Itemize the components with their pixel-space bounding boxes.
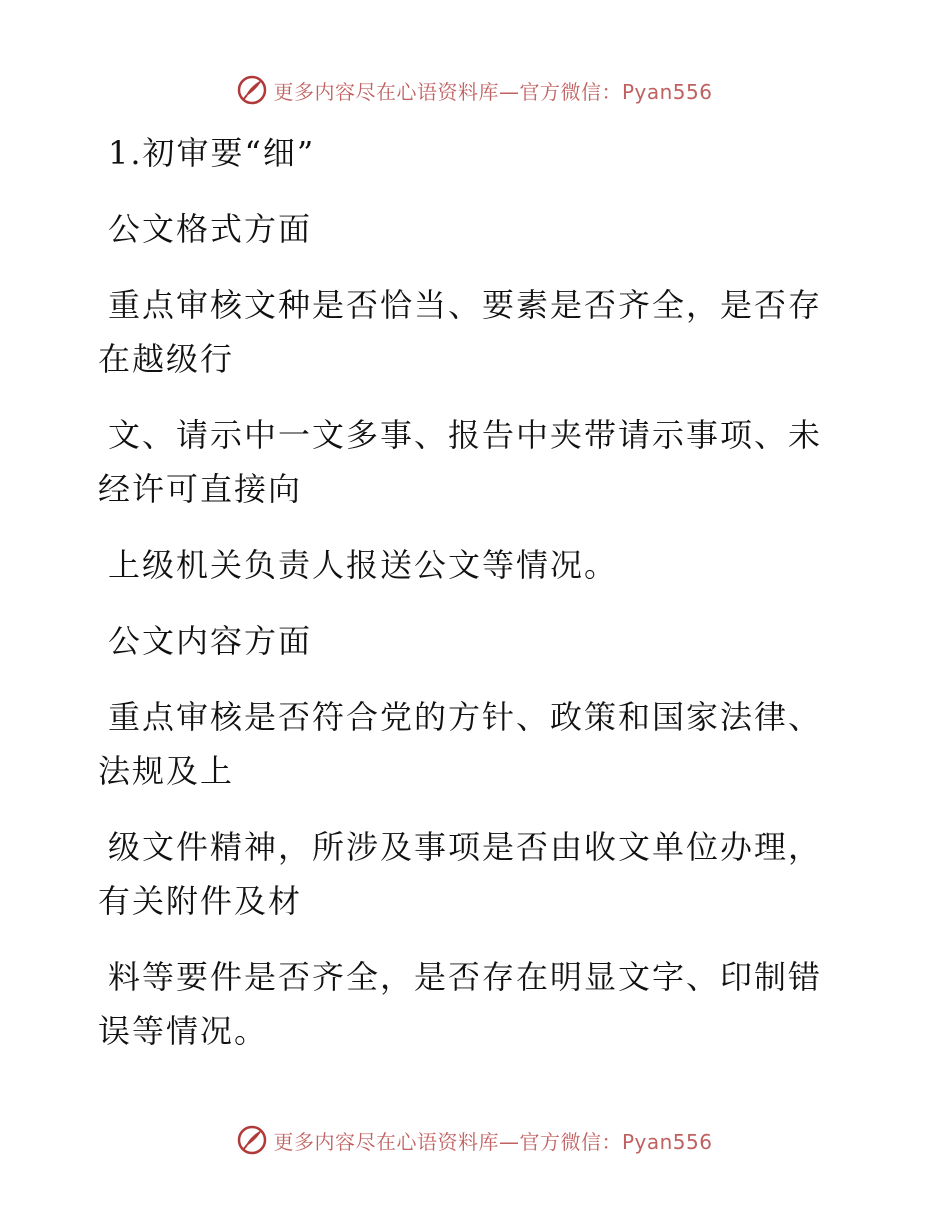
content-paragraph-2: 级文件精神，所涉及事项是否由收文单位办理，有关附件及材 (98, 828, 823, 920)
format-paragraph-3: 上级机关负责人报送公文等情况。 (108, 546, 619, 584)
section-heading: 1.初审要“细” (108, 134, 316, 172)
footer-banner (0, 1120, 950, 1160)
header-banner-text: 更多内容尽在心语资料库—官方微信：Pyan556 (273, 79, 713, 104)
format-paragraph-1: 重点审核文种是否恰当、要素是否齐全，是否存在越级行 (98, 286, 823, 378)
format-paragraph-2: 文、请示中一文多事、报告中夹带请示事项、未经许可直接向 (98, 416, 823, 508)
quill-logo-icon (237, 75, 267, 105)
format-heading: 公文格式方面 (108, 210, 313, 248)
content-heading: 公文内容方面 (108, 622, 313, 660)
content-paragraph-3: 料等要件是否齐全，是否存在明显文字、印制错误等情况。 (98, 958, 823, 1050)
document-body (98, 126, 838, 1080)
header-banner (0, 70, 950, 110)
content-paragraph-1: 重点审核是否符合党的方针、政策和国家法律、法规及上 (98, 698, 823, 790)
footer-banner-text: 更多内容尽在心语资料库—官方微信：Pyan556 (273, 1129, 713, 1154)
quill-logo-icon (237, 1125, 267, 1155)
